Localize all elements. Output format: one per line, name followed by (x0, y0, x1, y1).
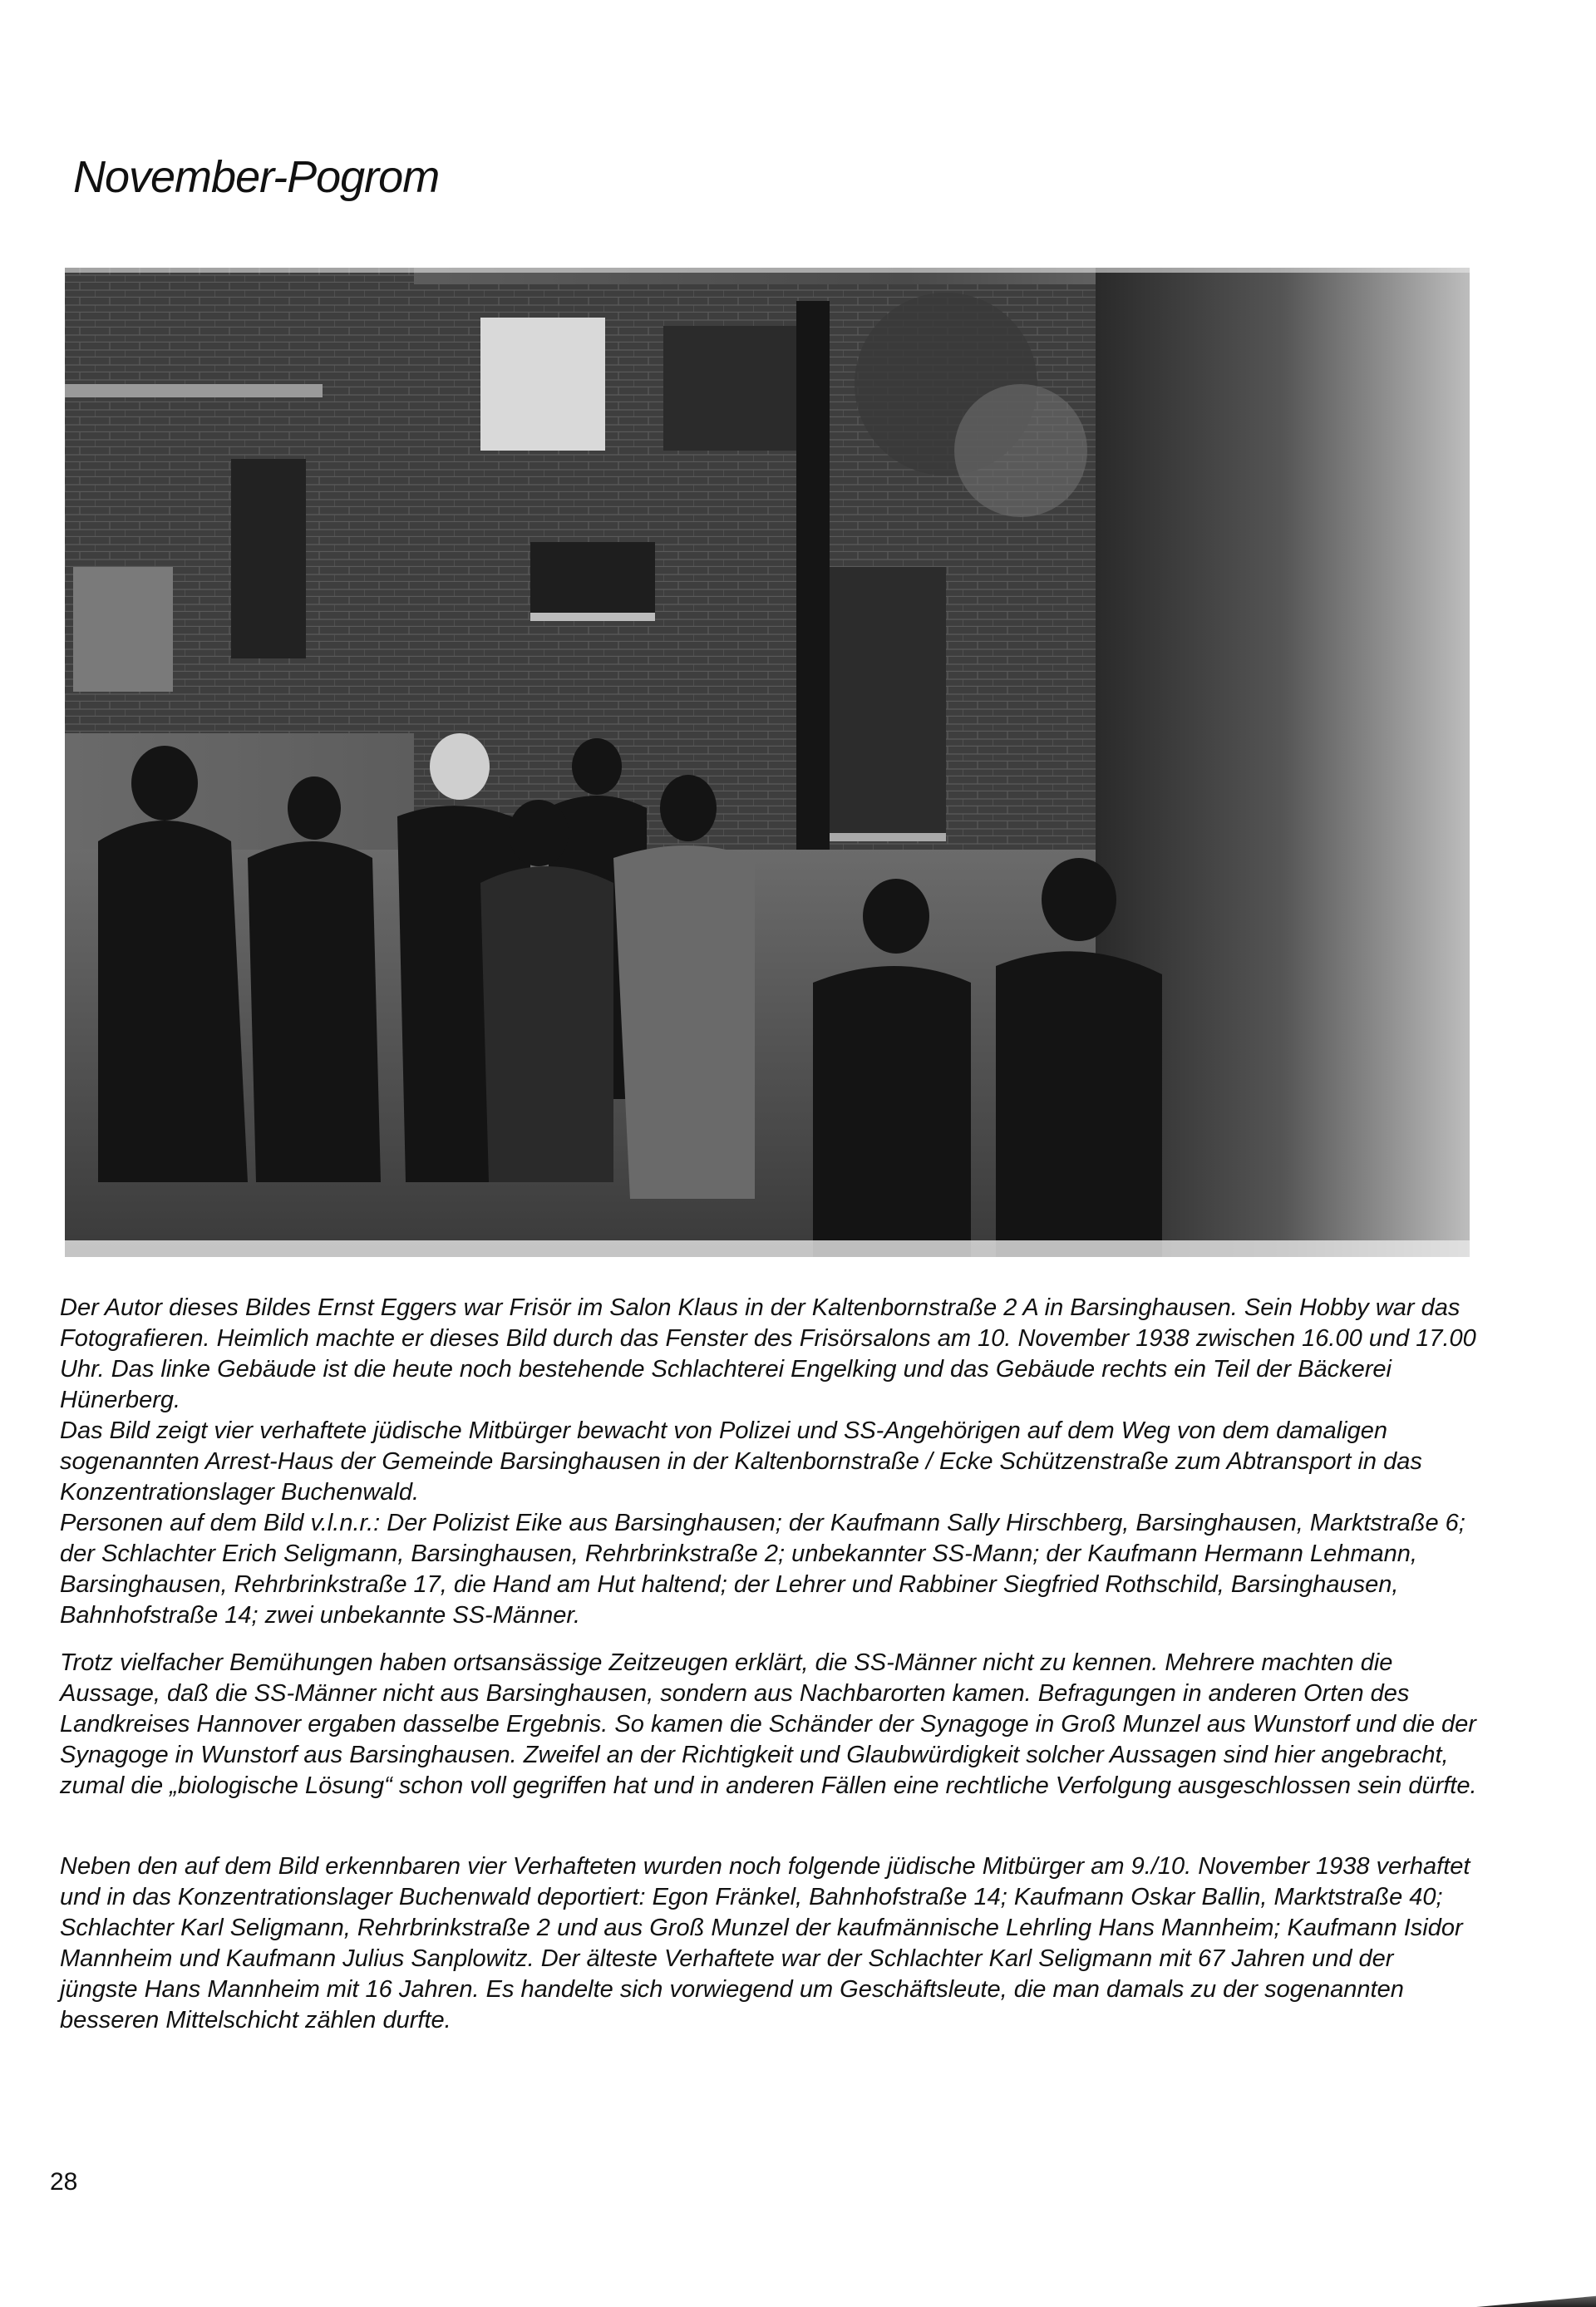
photograph-image (65, 268, 1470, 1257)
historical-photograph (65, 268, 1470, 1257)
body-paragraph-witnesses (60, 1648, 1477, 1802)
caption-paragraph: Personen auf dem Bild v.l.n.r.: Der Polizist Eike aus Barsinghausen; der Kaufmann Sally Hirschberg, Barsinghausen, Marktstraße 6; der Schlachter Erich Seligmann, Barsinghausen, Rehrbrinkstraße 2; unbekannter SS-Mann; der Kaufmann Hermann Lehmann, Barsinghausen, Rehrbrinkstraße 17, die Hand am Hut haltend; der Lehrer und Rabbiner Siegfried Rothschild, Barsinghausen, Bahnhofstraße 14; zwei unbekannte SS-Männer. (60, 1510, 1465, 1629)
photo-caption (60, 1293, 1477, 1631)
page-title: November-Pogrom (73, 152, 440, 202)
caption-paragraph: Das Bild zeigt vier verhaftete jüdische Mitbürger bewacht von Polizei und SS-Angehörigen auf dem Weg von dem damaligen sogenannten Arrest-Haus der Gemeinde Barsinghausen in der Kaltenbornstraße / Ecke Schützenstraße zum Abtransport in das Konzentrationslager Buchenwald. (60, 1417, 1422, 1506)
body-paragraph-arrests (60, 1851, 1477, 2036)
body-paragraph: Neben den auf dem Bild erkennbaren vier Verhafteten wurden noch folgende jüdische Mitbürger am 9./10. November 1938 verhaftet und in das Konzentrationslager Buchenwald deportiert: Egon Fränkel, Bahnhofstraße 14; Kaufmann Oskar Ballin, Marktstraße 40; Schlachter Karl Seligmann, Rehrbrinkstraße 2 und aus Groß Munzel der kaufmännische Lehrling Hans Mannheim; Kaufmann Isidor Mannheim und Kaufmann Julius Sanplowitz. Der älteste Verhaftete war der Schlachter Karl Seligmann mit 67 Jahren und der jüngste Hans Mannheim mit 16 Jahren. Es handelte sich vorwiegend um Geschäftsleute, die man damals zu der sogenannten besseren Mittelschicht zählen durfte. (60, 1853, 1470, 2033)
caption-paragraph: Der Autor dieses Bildes Ernst Eggers war Frisör im Salon Klaus in der Kaltenbornstraße 2 A in Barsinghausen. Sein Hobby war das Fotografieren. Heimlich machte er dieses Bild durch das Fenster des Frisörsalons am 10. November 1938 zwischen 16.00 und 17.00 Uhr. Das linke Gebäude ist die heute noch bestehende Schlachterei Engelking und das Gebäude rechts ein Teil der Bäckerei Hünerberg. (60, 1294, 1476, 1413)
scan-edge-shadow (1446, 2289, 1596, 2307)
body-paragraph: Trotz vielfacher Bemühungen haben ortsansässige Zeitzeugen erklärt, die SS-Männer nicht zu kennen. Mehrere machten die Aussage, daß die SS-Männer nicht aus Barsinghausen, sondern aus Nachbarorten kamen. Befragungen in anderen Orten des Landkreises Hannover ergaben dasselbe Ergebnis. So kamen die Schänder der Synagoge in Groß Munzel aus Wunstorf und die der Synagoge in Wunstorf aus Barsinghausen. Zweifel an der Richtigkeit und Glaubwürdigkeit solcher Aussagen sind hier angebracht, zumal die „biologische Lösung“ schon voll gegriffen hat und in anderen Fällen eine rechtliche Verfolgung ausgeschlossen sein dürfte. (60, 1649, 1477, 1799)
page-number: 28 (50, 2168, 78, 2196)
